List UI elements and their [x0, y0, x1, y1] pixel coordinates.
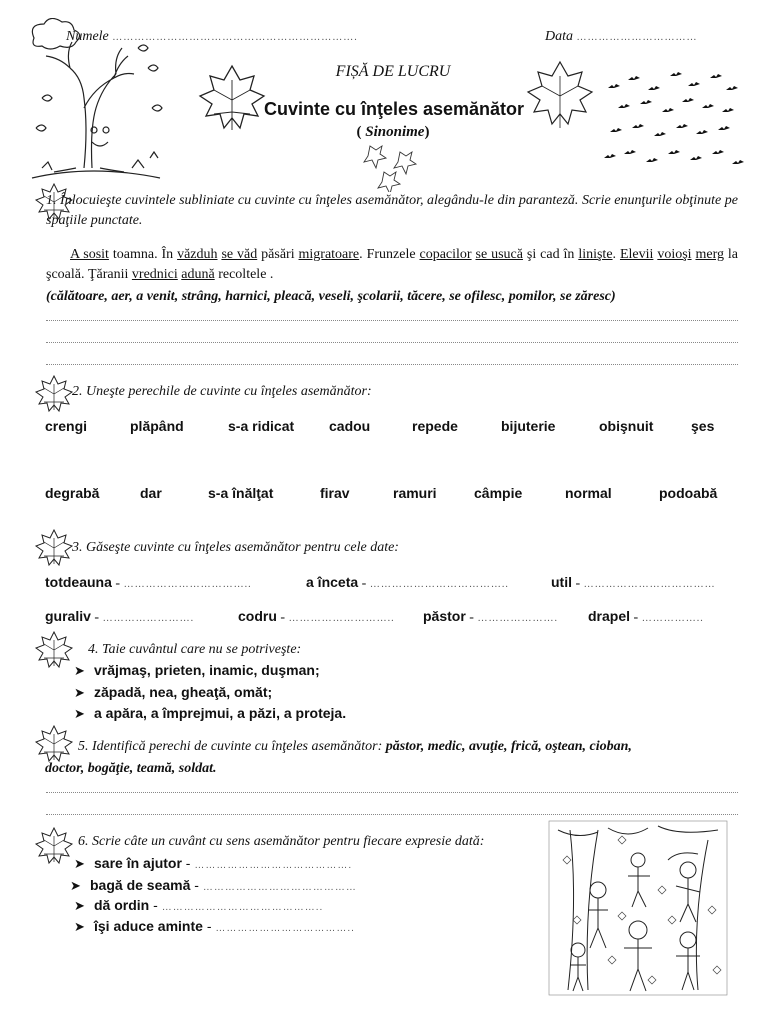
date-dots: ……………………………: [576, 32, 698, 43]
worksheet-heading: FIȘĂ DE LUCRU: [335, 63, 451, 80]
date-field: [545, 29, 698, 45]
name-dots: ………………………………………………………….: [112, 32, 358, 43]
leaf-right-illustration: [522, 58, 598, 134]
answer-line: [46, 342, 738, 343]
ex6-item: ➤ bagă de seamă - ……………………………………: [70, 877, 357, 893]
bullet-arrow-icon: ➤: [74, 663, 85, 678]
bullet-arrow-icon: ➤: [74, 856, 85, 871]
ex5-words-cont: doctor, bogăţie, teamă, soldat.: [45, 761, 217, 776]
ex2-word: s-a ridicat: [228, 418, 295, 434]
page-subtitle: ( Sinonime): [356, 124, 430, 140]
ex6-item: ➤ îşi aduce aminte - ………………………………..: [74, 918, 355, 934]
name-label: Numele: [66, 29, 109, 44]
underlined-word: vrednici: [131, 267, 178, 282]
date-label: Data: [545, 29, 573, 44]
ex4-item: ➤ a apăra, a împrejmui, a păzi, a proteja.: [74, 705, 347, 721]
leaf-icon: [34, 826, 74, 866]
bullet-arrow-icon: ➤: [74, 685, 85, 700]
ex3-item: guraliv - …………………….: [45, 608, 195, 625]
answer-line: [46, 364, 738, 365]
ex5-words: păstor, medic, avuţie, frică, oştean, cioban,: [385, 739, 632, 754]
ex3-instruction: 3. Găseşte cuvinte cu înţeles asemănător pentru cele date:: [72, 540, 399, 555]
ex3-item: totdeauna - ……………………………..: [45, 574, 252, 591]
ex5-instruction: 5. Identifică perechi de cuvinte cu înţeles asemănător: păstor, medic, avuţie, frică, oştean, cioban,: [78, 739, 632, 754]
bullet-arrow-icon: ➤: [74, 898, 85, 913]
ex1-instruction: 1. Înlocuieşte cuvintele subliniate cu cuvinte cu înţeles asemănător, alegându-le din paranteză. Scrie enunţurile obţinute pe spaţiile punctate.: [46, 193, 738, 228]
text-segment: şi cad în: [522, 247, 579, 262]
ex3-item: a înceta - ………………………………..: [306, 574, 509, 591]
ex3-item: codru - ………………………..: [238, 608, 395, 625]
subtitle-word: Sinonime: [365, 124, 425, 140]
small-leaves-illustration: [362, 138, 432, 192]
ex4-item: ➤ zăpadă, nea, gheaţă, omăt;: [74, 684, 273, 700]
answer-line: [46, 792, 738, 793]
underlined-word: merg: [695, 247, 724, 262]
ex2-word: bijuterie: [501, 418, 556, 434]
ex6-item: ➤ sare în ajutor - …………………………………….: [74, 855, 353, 871]
ex2-word: s-a înălţat: [208, 485, 274, 501]
ex1-options: (călătoare, aer, a venit, strâng, harnici, pleacă, veseli, şcolarii, tăcere, se ofilesc, pomilor, se zăresc): [46, 289, 616, 304]
ex2-word: dar: [140, 485, 162, 501]
ex3-item: păstor - ………………….: [423, 608, 558, 625]
ex2-word: ramuri: [393, 485, 437, 501]
children-autumn-illustration: [548, 820, 728, 996]
ex4-item: ➤ vrăjmaş, prieten, inamic, duşman;: [74, 662, 320, 678]
text-segment: .: [612, 247, 620, 262]
answer-line: [46, 320, 738, 321]
underlined-word: copacilor: [419, 247, 472, 262]
underlined-word: voioşi: [657, 247, 692, 262]
text-segment: la şcoală. Ţăranii: [46, 247, 739, 282]
leaf-icon: [34, 630, 74, 670]
ex2-instruction: 2. Uneşte perechile de cuvinte cu înţeles asemănător:: [72, 384, 372, 399]
leaf-icon: [34, 724, 74, 764]
text-segment: toamna. În: [108, 247, 178, 262]
underlined-word: linişte: [578, 247, 613, 262]
ex2-word: obişnuit: [599, 418, 654, 434]
ex3-item: drapel - ……………..: [588, 608, 704, 625]
ex2-word: plăpând: [130, 418, 184, 434]
bullet-arrow-icon: ➤: [70, 878, 81, 893]
leaf-icon: [34, 528, 74, 568]
ex6-instruction: 6. Scrie câte un cuvânt cu sens asemănător pentru fiecare expresie dată:: [78, 834, 485, 849]
ex4-instruction: 4. Taie cuvântul care nu se potriveşte:: [88, 642, 302, 657]
ex2-word: podoabă: [659, 485, 718, 501]
underlined-word: migratoare: [298, 247, 360, 262]
ex6-item: ➤ dă ordin - ……………………………………..: [74, 897, 324, 913]
ex2-word: şes: [691, 418, 715, 434]
ex2-word: normal: [565, 485, 612, 501]
underlined-word: se usucă: [475, 247, 523, 262]
tree-illustration: [22, 18, 170, 188]
bullet-arrow-icon: ➤: [74, 919, 85, 934]
ex2-word: firav: [320, 485, 350, 501]
page-title: Cuvinte cu înţeles asemănător: [263, 99, 525, 119]
ex2-word: cadou: [329, 418, 371, 434]
underlined-word: A sosit: [70, 247, 109, 262]
text-segment: . Frunzele: [359, 247, 420, 262]
bullet-arrow-icon: ➤: [74, 706, 85, 721]
ex2-word: câmpie: [474, 485, 523, 501]
underlined-word: adună: [181, 267, 215, 282]
answer-line: [46, 814, 738, 815]
leaf-icon: [34, 374, 74, 414]
ex2-word: repede: [412, 418, 458, 434]
underlined-word: se văd: [221, 247, 258, 262]
underlined-word: Elevii: [619, 247, 654, 262]
ex1-text: [46, 245, 738, 285]
text-segment: recoltele .: [214, 267, 274, 282]
ex2-word: crengi: [45, 418, 88, 434]
birds-illustration: [598, 68, 744, 176]
ex2-word: degrabă: [45, 485, 100, 501]
ex3-item: util - ………………………………: [551, 574, 716, 591]
text-segment: păsări: [257, 247, 299, 262]
underlined-word: văzduh: [177, 247, 218, 262]
